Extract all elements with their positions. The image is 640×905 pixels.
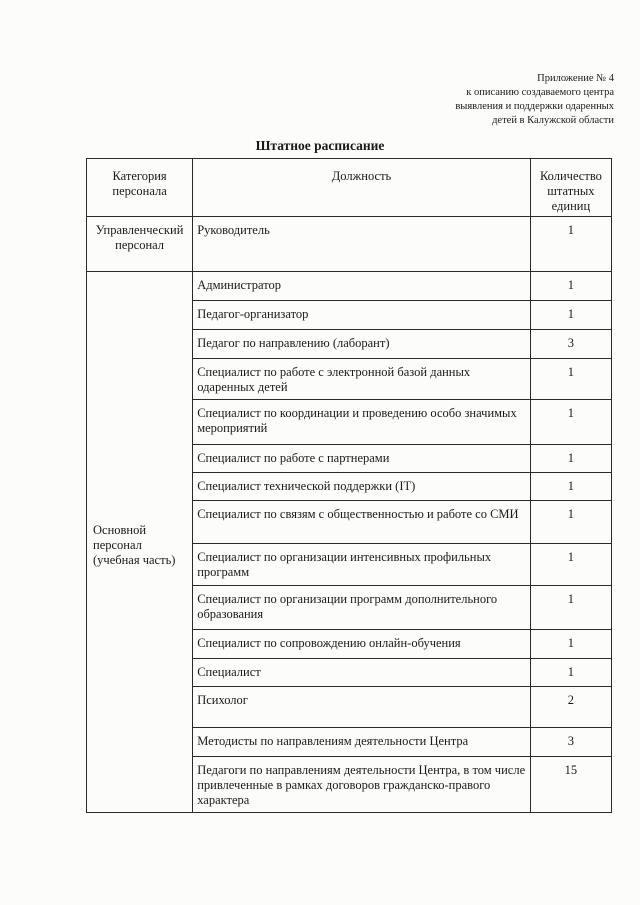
quantity-cell: 3 <box>530 728 611 757</box>
quantity-cell: 1 <box>530 630 611 659</box>
quantity-cell: 1 <box>530 359 611 400</box>
position-cell: Специалист по работе с электронной базой данных одаренных детей <box>193 359 531 400</box>
category-management: Управленческий персонал <box>87 217 193 272</box>
category-main: Основной персонал (учебная часть) <box>87 272 193 813</box>
position-cell: Администратор <box>193 272 531 301</box>
quantity-cell: 1 <box>530 400 611 445</box>
quantity-cell: 1 <box>530 301 611 330</box>
table-row <box>87 272 612 301</box>
position-cell: Специалист <box>193 659 531 687</box>
position-cell: Специалист по координации и проведению особо значимых мероприятий <box>193 400 531 445</box>
quantity-cell: 1 <box>530 473 611 501</box>
position-cell: Специалист по работе с партнерами <box>193 445 531 473</box>
main-staff-rows <box>87 272 612 813</box>
quantity-cell: 1 <box>530 586 611 630</box>
staff-table <box>86 158 612 813</box>
quantity-cell: 1 <box>530 501 611 544</box>
quantity-cell: 1 <box>530 445 611 473</box>
header-category: Категория персонала <box>87 159 193 217</box>
quantity-cell: 1 <box>530 659 611 687</box>
quantity-cell: 1 <box>530 272 611 301</box>
header-position: Должность <box>193 159 531 217</box>
quantity-cell: 2 <box>530 687 611 728</box>
position-cell: Педагог-организатор <box>193 301 531 330</box>
appendix-line: детей в Калужской области <box>492 115 614 126</box>
quantity-cell: 15 <box>530 757 611 813</box>
position-cell: Специалист по организации интенсивных профильных программ <box>193 544 531 586</box>
appendix-note <box>455 72 614 128</box>
position-cell: Специалист по организации программ дополнительного образования <box>193 586 531 630</box>
quantity-cell: 3 <box>530 330 611 359</box>
document-title: Штатное расписание <box>255 138 385 153</box>
header-quantity: Количество штатных единиц <box>530 159 611 217</box>
position-cell: Педагог по направлению (лаборант) <box>193 330 531 359</box>
position-cell: Методисты по направлениям деятельности Центра <box>193 728 531 757</box>
appendix-line: к описанию создаваемого центра <box>466 87 614 98</box>
position-cell: Специалист по связям с общественностью и работе со СМИ <box>193 501 531 544</box>
position-cell: Руководитель <box>193 217 531 272</box>
position-cell: Специалист технической поддержки (IT) <box>193 473 531 501</box>
appendix-line: выявления и поддержки одаренных <box>455 101 614 112</box>
table-row <box>87 217 612 272</box>
table-header-row <box>87 159 612 217</box>
position-cell: Специалист по сопровождению онлайн-обучения <box>193 630 531 659</box>
appendix-line: Приложение № 4 <box>537 73 614 84</box>
quantity-cell: 1 <box>530 217 611 272</box>
quantity-cell: 1 <box>530 544 611 586</box>
position-cell: Педагоги по направлениям деятельности Центра, в том числе привлеченные в рамках договоров гражданско-правого характера <box>193 757 531 813</box>
position-cell: Психолог <box>193 687 531 728</box>
